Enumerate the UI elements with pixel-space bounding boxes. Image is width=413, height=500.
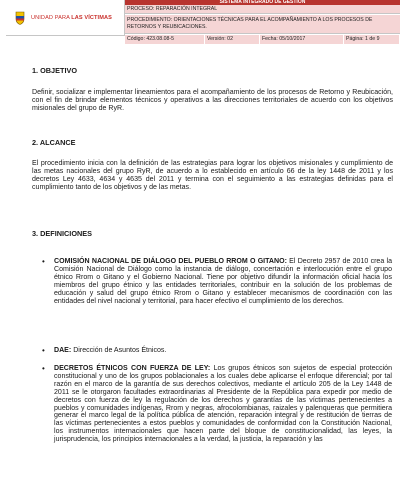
document-date: Fecha: 05/10/2017 bbox=[260, 35, 344, 44]
document-meta-row bbox=[125, 35, 400, 44]
definition-term: DECRETOS ÉTNICOS CON FUERZA DE LEY: bbox=[54, 365, 211, 372]
document-header bbox=[6, 0, 400, 46]
definition-term: DAE: bbox=[54, 347, 72, 354]
coat-of-arms-icon bbox=[15, 11, 25, 25]
procedure-label: PROCEDIMIENTO: ORIENTACIONES TÉCNICAS PARA EL ACOMPAÑAMIENTO A LOS PROCESOS DE RETORNOS Y REUBICACIONES. bbox=[125, 15, 400, 34]
document-version: Versión: 02 bbox=[205, 35, 260, 44]
definition-item bbox=[54, 365, 392, 444]
section-heading-alcance: 2. ALCANCE bbox=[32, 138, 76, 147]
definition-term: COMISIÓN NACIONAL DE DIÁLOGO DEL PUEBLO RROM O GITANO: bbox=[54, 258, 287, 265]
objetivo-paragraph: Definir, socializar e implementar lineamientos para el acompañamiento de los procesos de Retorno y Reubicación, con el fin de brindar elementos técnicos y operativos a las direcciones territoriales de acuerdo con los objetivos misionales del grupo de RyR. bbox=[32, 89, 393, 112]
definition-text: Los grupos étnicos son sujetos de especial protección constitucional y uno de los grupos poblacionales a los cuales debe aplicarse el enfoque diferencial; por tal razón en el marco de la garantía de sus derechos colectivos, mediante el artículo 205 de la Ley 1448 de 2011 se le otorgaron facultades extraordinarias al Presidente de la República para expedir por medio de decretos con fuerza de ley la regulación de los derechos y garantías de las víctimas pertenecientes a pueblos y comunidades indígenas, Rrom y negras, afrocolombianas, raizales y palenqueras que permitiera generar el marco legal de la política pública de atención, reparación integral y de restitución de tierras de las víctimas pertenecientes a estos pueblos y comunidades de conformidad con la Constitución Nacional, los instrumentos internacionales que hacen parte del bloque de constitucionalidad, las leyes, la jurisprudencia, los principios internacionales a la verdad, la justicia, la reparación y las bbox=[54, 365, 392, 444]
system-title: SISTEMA INTEGRADO DE GESTIÓN bbox=[125, 0, 400, 5]
alcance-paragraph: El procedimiento inicia con la definición de las estrategias para lograr los objetivos misionales y cumplimiento de las metas nacionales del grupo RyR, de acuerdo a lo establecido en artículo 66 de la ley 1448 de 2011 y los decretos Ley 4633, 4634 y 4635 del 2011 y termina con el seguimiento a las estrategias definidas para el cumplimiento tanto de los objetivos y de las metas. bbox=[32, 160, 393, 191]
definition-text: Dirección de Asuntos Étnicos. bbox=[71, 347, 167, 354]
page-number: Página: 1 de 9 bbox=[344, 35, 400, 44]
section-heading-definiciones: 3. DEFINICIONES bbox=[32, 229, 93, 238]
definition-text: El Decreto 2957 de 2010 crea la Comisión Nacional de Diálogo como la instancia de diálogo, concertación e interlocución entre el grupo étnico Rrom o Gitano y el Gobierno Nacional. Tiene por objetivo difundir la información oficial hacia los miembros del grupo étnico y las entidades territoriales, contribuir en la solución de los problemas de educación y salud del grupo étnico Rrom o Gitano y establecer mecanismos de coordinación con las entidades del nivel nacional y territorial, para hacer efectivo el cumplimiento de los derechos. bbox=[54, 258, 393, 305]
definition-item bbox=[54, 347, 392, 355]
logo-cell bbox=[6, 0, 125, 36]
definition-item bbox=[54, 258, 392, 305]
document-code: Código: 423.08.08-5 bbox=[125, 35, 205, 44]
section-heading-objetivo: 1. OBJETIVO bbox=[32, 66, 78, 75]
logo-wordmark: UNIDAD PARA LAS VÍCTIMAS bbox=[31, 14, 112, 21]
process-label: PROCESO: REPARACIÓN INTEGRAL bbox=[125, 5, 400, 14]
